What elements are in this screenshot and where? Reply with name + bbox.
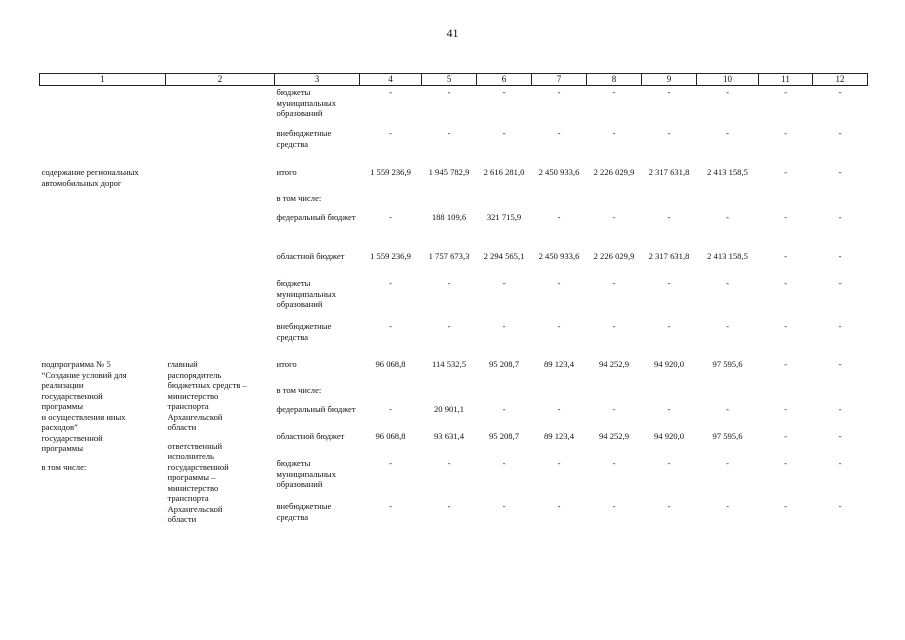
responsible-cell (166, 166, 275, 192)
header-cell: 6 (477, 74, 532, 86)
executor-line: государственной (167, 461, 229, 472)
value-cell: 95 208,7 (488, 431, 520, 441)
spacer (168, 433, 273, 441)
responsible-cell (166, 192, 275, 211)
value-cell: - (838, 431, 842, 441)
table-row (40, 250, 868, 277)
funding-source-cell: внебюджетные средства (276, 501, 332, 522)
header-cell: 3 (275, 74, 360, 86)
value-cell: - (389, 212, 392, 222)
row-label-cell: содержание региональных автомобильных дорог (41, 167, 139, 188)
value-cell: - (389, 128, 392, 138)
value-cell (813, 384, 868, 403)
value-cell: - (838, 128, 842, 138)
subprogram-title-line: подпрограмма № 5 (41, 359, 111, 369)
funding-source-cell: бюджеты муниципальных образований (276, 87, 336, 118)
value-cell: 2 294 565,1 (483, 251, 525, 261)
subprogram-title-line: и осуществления иных (41, 411, 126, 422)
value-cell (477, 384, 532, 403)
row-label-cell (40, 277, 166, 320)
header-cell: 5 (422, 74, 477, 86)
table-row (40, 127, 868, 166)
value-cell: - (726, 321, 729, 331)
value-cell: 89 123,4 (543, 359, 575, 369)
value-cell: 2 450 933,6 (538, 251, 580, 261)
value-cell: 1 757 673,3 (428, 251, 470, 261)
value-cell: 95 208,7 (488, 359, 520, 369)
value-cell: - (667, 404, 671, 414)
value-cell: - (838, 458, 842, 468)
header-cell: 4 (360, 74, 422, 86)
responsible-line: транспорта (167, 401, 209, 411)
value-cell: - (667, 458, 671, 468)
value-cell: - (784, 458, 787, 468)
responsible-line: главный (167, 359, 198, 369)
value-cell (642, 192, 697, 211)
value-cell: - (784, 87, 787, 97)
value-cell: - (389, 501, 392, 511)
value-cell: - (726, 212, 729, 222)
value-cell: - (389, 404, 392, 414)
value-cell: - (838, 87, 842, 97)
value-cell: - (838, 359, 842, 369)
value-cell (813, 192, 868, 211)
value-cell (532, 384, 587, 403)
value-cell: 94 920,0 (653, 359, 685, 369)
value-cell: - (784, 321, 787, 331)
funding-source-cell: бюджеты муниципальных образований (276, 458, 336, 489)
funding-source-cell: федеральный бюджет (276, 212, 356, 222)
value-cell: 89 123,4 (543, 431, 575, 441)
funding-source-cell: федеральный бюджет (276, 404, 356, 414)
value-cell (759, 384, 813, 403)
row-label-cell (40, 192, 166, 211)
funding-source-cell: итого (276, 359, 297, 369)
table-row (40, 86, 868, 128)
value-cell: 97 595,6 (712, 431, 743, 441)
subprogram-title-line: государственной (41, 390, 103, 401)
funding-source-cell: областной бюджет (276, 251, 345, 261)
value-cell (759, 192, 813, 211)
value-cell: 96 068,8 (375, 359, 406, 369)
value-cell: 2 317 631,8 (648, 251, 690, 261)
value-cell: - (667, 278, 671, 288)
value-cell: - (726, 278, 729, 288)
funding-source-cell: бюджеты муниципальных образований (276, 278, 336, 309)
value-cell: 2 450 933,6 (538, 167, 580, 177)
value-cell (422, 384, 477, 403)
value-cell (642, 384, 697, 403)
value-cell: - (784, 167, 787, 177)
value-cell: - (612, 128, 616, 138)
value-cell: - (667, 128, 671, 138)
value-cell: 2 413 158,5 (707, 251, 748, 261)
subprogram-title-line: программы (41, 401, 83, 411)
value-cell: - (784, 404, 787, 414)
executor-line: исполнитель (167, 451, 214, 461)
row-label-cell (40, 250, 166, 277)
row-label-cell (40, 127, 166, 166)
value-cell: - (838, 321, 842, 331)
table-row (40, 211, 868, 250)
value-cell (697, 192, 759, 211)
subprogram-title-line: расходов” (41, 422, 78, 432)
value-cell: 2 317 631,8 (648, 167, 690, 177)
value-cell: - (838, 251, 842, 261)
value-cell: - (502, 501, 506, 511)
executor-line: ответственный (167, 440, 223, 451)
header-cell: 8 (587, 74, 642, 86)
value-cell: - (726, 87, 729, 97)
value-cell: - (838, 278, 842, 288)
value-cell: 114 532,5 (431, 359, 467, 369)
funding-source-cell: в том числе: (276, 385, 322, 395)
responsible-line: распорядитель (167, 369, 222, 380)
value-cell: - (838, 404, 842, 414)
value-cell (697, 384, 759, 403)
row-label-cell (40, 211, 166, 250)
value-cell: - (502, 458, 506, 468)
funding-source-cell: внебюджетные средства (276, 128, 332, 149)
header-cell: 2 (166, 74, 275, 86)
responsible-cell (166, 250, 275, 277)
value-cell: 2 226 029,9 (593, 167, 635, 177)
header-cell: 10 (697, 74, 759, 86)
value-cell: - (389, 278, 392, 288)
header-row (40, 74, 868, 86)
value-cell: - (502, 278, 506, 288)
table-row (40, 192, 868, 211)
budget-table (39, 73, 868, 538)
responsible-cell (166, 358, 275, 538)
value-cell: - (784, 212, 787, 222)
executor-line: транспорта (167, 493, 209, 503)
value-cell: - (784, 128, 787, 138)
subprogram-title-line: программы (41, 443, 83, 453)
subprogram-cell (40, 358, 166, 538)
value-cell: - (726, 404, 729, 414)
value-cell: - (389, 321, 392, 331)
responsible-cell (166, 277, 275, 320)
value-cell: - (557, 212, 561, 222)
responsible-line: министерство (167, 390, 219, 401)
value-cell: 2 413 158,5 (707, 167, 748, 177)
responsible-line: Архангельской (167, 411, 223, 422)
subprogram-title-line: “Создание условий для (41, 369, 127, 380)
subprogram-title-line: реализации (41, 380, 84, 390)
value-cell (360, 384, 422, 403)
value-cell: - (784, 278, 787, 288)
table-row (40, 358, 868, 384)
value-cell: 2 616 281,0 (483, 167, 525, 177)
value-cell: 96 068,8 (375, 431, 406, 441)
value-cell: - (557, 501, 561, 511)
value-cell (360, 192, 422, 211)
value-cell: - (838, 501, 842, 511)
executor-line: Архангельской (167, 503, 223, 514)
funding-source-cell: итого (276, 167, 297, 177)
value-cell: - (389, 87, 392, 97)
value-cell: 1 559 236,9 (370, 167, 411, 177)
value-cell: - (667, 501, 671, 511)
value-cell: - (557, 404, 561, 414)
value-cell: - (726, 501, 729, 511)
value-cell: 93 631,4 (433, 431, 465, 441)
value-cell: 94 920,0 (653, 431, 685, 441)
funding-source-cell: в том числе: (276, 193, 322, 203)
page-number: 41 (446, 26, 459, 40)
value-cell: - (784, 431, 787, 441)
table-row (40, 277, 868, 320)
value-cell: - (557, 458, 561, 468)
executor-line: программы – (167, 472, 216, 482)
header-cell: 11 (759, 74, 813, 86)
responsible-cell (166, 86, 275, 128)
value-cell: - (557, 321, 561, 331)
value-cell (532, 192, 587, 211)
executor-line: области (167, 514, 197, 524)
value-cell: - (502, 87, 506, 97)
value-cell: - (557, 128, 561, 138)
value-cell: - (447, 501, 451, 511)
value-cell: - (612, 212, 616, 222)
responsible-cell (166, 320, 275, 358)
value-cell: - (447, 278, 451, 288)
value-cell: 321 715,9 (486, 212, 522, 222)
value-cell: - (612, 458, 616, 468)
value-cell: - (502, 404, 506, 414)
value-cell (422, 192, 477, 211)
value-cell: - (612, 501, 616, 511)
value-cell: - (667, 212, 671, 222)
value-cell: - (557, 87, 561, 97)
value-cell: - (667, 321, 671, 331)
value-cell: 1 559 236,9 (370, 251, 411, 261)
value-cell: - (726, 128, 729, 138)
value-cell: - (726, 458, 729, 468)
funding-source-cell: внебюджетные средства (276, 321, 332, 342)
value-cell: 1 945 782,9 (428, 167, 470, 177)
value-cell: - (612, 278, 616, 288)
responsible-line: бюджетных средств – (167, 380, 247, 390)
header-cell: 7 (532, 74, 587, 86)
responsible-line: области (167, 422, 197, 432)
table-body (40, 86, 868, 539)
responsible-cell (166, 127, 275, 166)
spacer (42, 454, 164, 462)
value-cell: - (784, 501, 787, 511)
value-cell: 94 252,9 (598, 359, 630, 369)
value-cell: - (784, 359, 787, 369)
header-cell: 1 (40, 74, 166, 86)
value-cell: - (557, 278, 561, 288)
value-cell: - (447, 87, 451, 97)
value-cell: 188 109,6 (431, 212, 467, 222)
value-cell: - (447, 128, 451, 138)
executor-line: министерство (167, 482, 219, 493)
value-cell: 94 252,9 (598, 431, 630, 441)
value-cell: - (612, 87, 616, 97)
value-cell: - (447, 458, 451, 468)
subprogram-title-line: государственной (41, 432, 103, 443)
value-cell: - (784, 251, 787, 261)
value-cell: - (838, 167, 842, 177)
header-cell: 12 (813, 74, 868, 86)
table-row (40, 166, 868, 192)
table-row (40, 320, 868, 358)
responsible-cell (166, 211, 275, 250)
value-cell: - (447, 321, 451, 331)
value-cell: - (389, 458, 392, 468)
value-cell: - (502, 321, 506, 331)
row-label-cell (40, 320, 166, 358)
funding-source-cell: областной бюджет (276, 431, 345, 441)
value-cell: - (502, 128, 506, 138)
value-cell (477, 192, 532, 211)
subprogram-in-that-number: в том числе: (41, 461, 87, 472)
value-cell: - (612, 404, 616, 414)
value-cell: 20 901,1 (433, 404, 465, 414)
row-label-cell (40, 86, 166, 128)
header-cell: 9 (642, 74, 697, 86)
value-cell: 2 226 029,9 (593, 251, 635, 261)
value-cell: - (838, 212, 842, 222)
value-cell: - (667, 87, 671, 97)
value-cell (587, 384, 642, 403)
value-cell: - (612, 321, 616, 331)
value-cell (587, 192, 642, 211)
value-cell: 97 595,6 (712, 359, 743, 369)
